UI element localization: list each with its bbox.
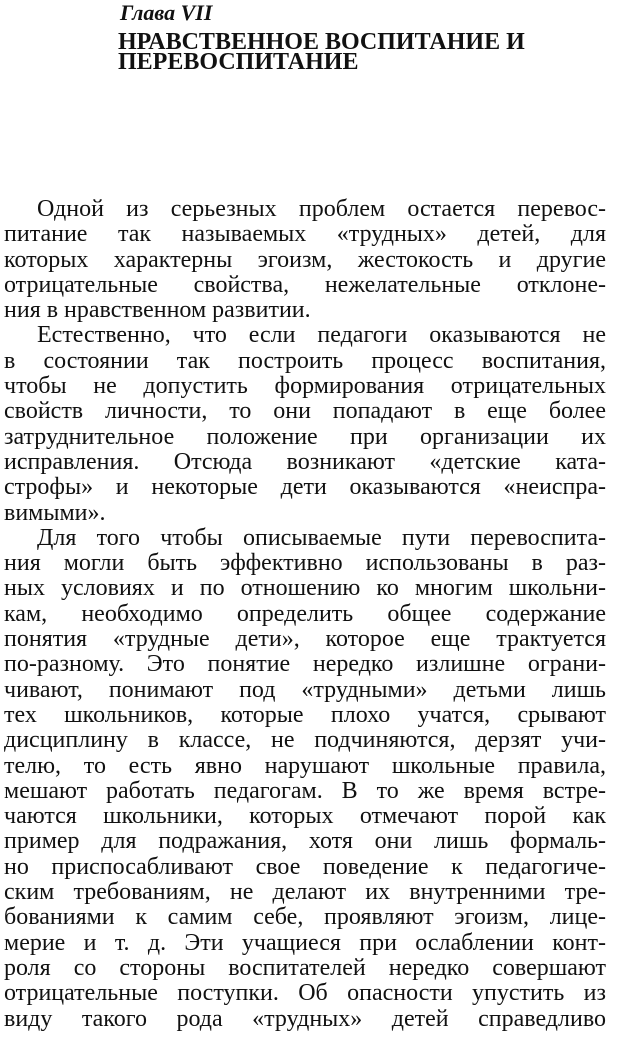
text-line: которых характерны эгоизм, жестокость и другие: [4, 246, 606, 273]
text-line: по-разному. Это понятие нередко излишне ограни-: [4, 651, 606, 678]
paragraph: [4, 197, 606, 323]
text-line: роля со стороны воспитателей нередко совершают: [4, 954, 606, 981]
text-line: чаются школьники, которых отмечают порой как: [4, 803, 606, 830]
text-line: Для того чтобы описываемые пути перевоспита-: [37, 524, 606, 551]
text-line: ния в нравственном развитии.: [4, 297, 311, 324]
text-line: в состоянии так построить процесс воспитания,: [4, 347, 606, 374]
text-line: пример для подражания, хотя они лишь формаль-: [4, 828, 606, 855]
chapter-label: Глава VII: [120, 0, 213, 25]
text-line: чивают, понимают под «трудными» детьми лишь: [4, 676, 606, 703]
text-line: Одной из серьезных проблем остается перевос-: [37, 196, 606, 222]
text-line: ским требованиям, не делают их внутренними тре-: [4, 879, 606, 906]
text-line: отрицательные свойства, нежелательные отклоне-: [4, 271, 606, 298]
text-line: ных условиях и по отношению ко многим школьни-: [4, 575, 606, 602]
text-line: мерие и т. д. Эти учащиеся при ослаблении конт-: [4, 929, 606, 956]
text-line: дисциплину в классе, не подчиняются, дерзят учи-: [4, 727, 606, 754]
text-line: ния могли быть эффективно использованы в раз-: [4, 550, 606, 577]
chapter-title: [118, 29, 525, 75]
paragraph: [4, 526, 606, 1032]
text-line: питание так называемых «трудных» детей, для: [4, 221, 606, 248]
text-line: телю, то есть явно нарушают школьные правила,: [4, 752, 606, 779]
text-line: Естественно, что если педагоги оказываются не: [37, 322, 606, 349]
text-line: строфы» и некоторые дети оказываются «неиспра-: [4, 474, 606, 501]
text-line: исправления. Отсюда возникают «детские ката-: [4, 448, 606, 475]
text-line: понятия «трудные дети», которое еще трактуется: [4, 626, 606, 653]
chapter-title-line: НРАВСТВЕННОЕ ВОСПИТАНИЕ И: [118, 29, 525, 55]
text-line: свойств личности, то они попадают в еще более: [4, 398, 606, 425]
text-line: чтобы не допустить формирования отрицательных: [4, 373, 606, 400]
text-line: вимыми».: [4, 499, 106, 526]
chapter-title-line: ПЕРЕВОСПИТАНИЕ: [118, 49, 359, 75]
text-line: виду такого рода «трудных» детей справедливо: [4, 1005, 606, 1032]
paragraph: [4, 323, 606, 525]
text-line: отрицательные поступки. Об опасности упустить из: [4, 980, 606, 1007]
text-line: кам, необходимо определить общее содержание: [4, 600, 606, 627]
body-text: [4, 197, 606, 1032]
text-line: тех школьников, которые плохо учатся, срывают: [4, 701, 606, 728]
text-line: мешают работать педагогам. В то же время встре-: [4, 777, 606, 804]
text-line: затруднительное положение при организации их: [4, 423, 606, 450]
text-line: бованиями к самим себе, проявляют эгоизм, лице-: [4, 904, 606, 931]
text-line: но приспосабливают свое поведение к педагогиче-: [4, 853, 606, 880]
